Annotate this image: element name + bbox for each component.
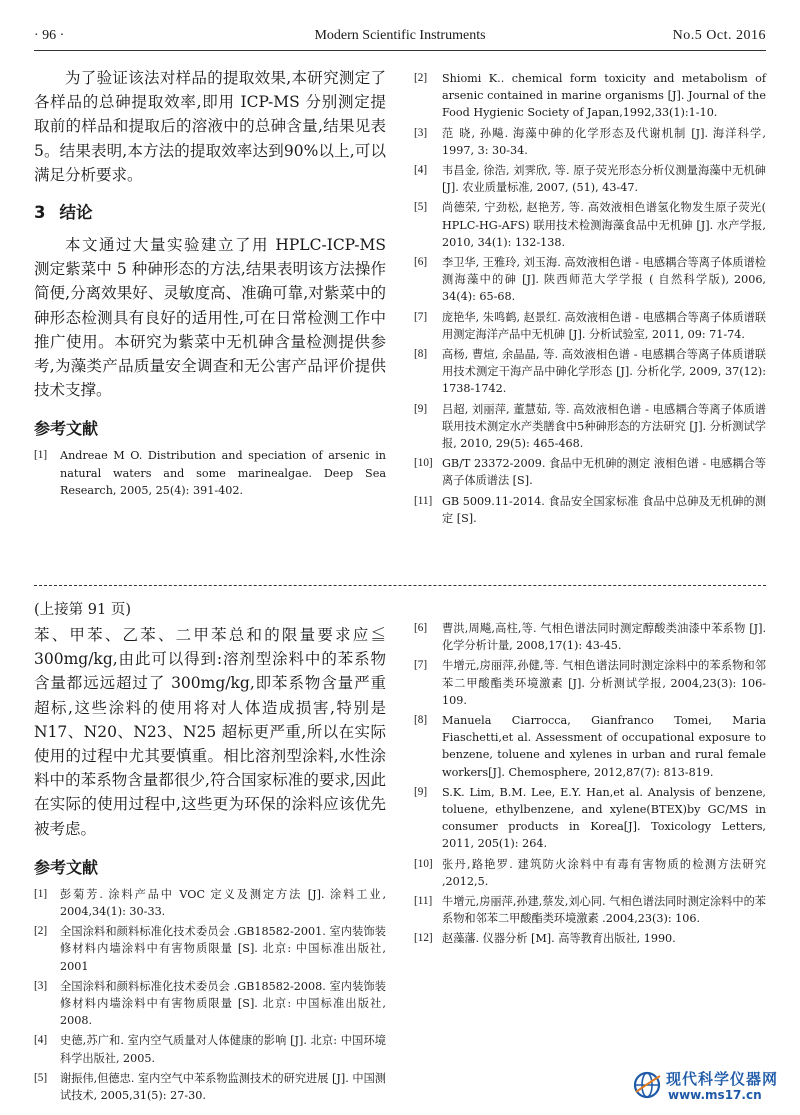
watermark-name: 现代科学仪器网 bbox=[666, 1070, 779, 1088]
page-number: · 96 · bbox=[34, 28, 65, 43]
reference-text: 史德,苏广和. 室内空气质量对人体健康的影响 [J]. 北京: 中国环境科学出版社, 2005. bbox=[60, 1034, 386, 1065]
reference-item bbox=[414, 125, 766, 159]
reference-number: [5] bbox=[34, 1071, 48, 1084]
top-right-column bbox=[414, 70, 766, 530]
reference-item bbox=[414, 401, 766, 453]
reference-number: [12] bbox=[414, 932, 433, 945]
reference-number: [6] bbox=[414, 622, 428, 634]
reference-item bbox=[414, 455, 766, 489]
reference-list bbox=[414, 70, 766, 527]
section-title: 结论 bbox=[59, 203, 93, 223]
reference-text: 庞艳华, 朱鸣鹤, 赵景红. 高效液相色谱 - 电感耦合等离子体质谱联用测定海洋产品中无机砷 [J]. 分析试验室, 2011, 09: 71-74. bbox=[442, 310, 766, 341]
reference-text: 牛增元,房丽萍,孙健,等. 气相色谱法同时测定涂料中的苯系物和邻苯二甲酸酯类环境激素 [J]. 分析测试学报, 2004,23(3): 106-109. bbox=[442, 659, 766, 707]
reference-list bbox=[34, 447, 386, 499]
globe-logo-icon bbox=[632, 1070, 662, 1100]
watermark-url: www.ms17.cn bbox=[668, 1088, 762, 1102]
reference-item bbox=[414, 199, 766, 251]
reference-item bbox=[34, 1070, 386, 1104]
reference-text: 范 晓, 孙飚. 海藻中砷的化学形态及代谢机制 [J]. 海洋科学, 1997, 3: 30-34. bbox=[442, 126, 766, 157]
reference-item bbox=[414, 162, 766, 196]
reference-item bbox=[414, 70, 766, 122]
reference-number: [7] bbox=[414, 659, 428, 672]
reference-item bbox=[414, 493, 766, 527]
reference-item bbox=[414, 930, 766, 947]
reference-item bbox=[414, 620, 766, 654]
reference-item bbox=[414, 712, 766, 781]
reference-text: 全国涂料和颜料标准化技术委员会 .GB18582-2001. 室内装饰装修材料内墙涂料中有害物质限量 [S]. 北京: 中国标准出版社, 2001 bbox=[60, 925, 386, 973]
reference-text: 张丹,路艳罗. 建筑防火涂料中有毒有害物质的检测方法研究 ,2012,5. bbox=[442, 857, 766, 888]
top-left-column bbox=[34, 66, 386, 502]
benzene-paragraph: 苯、甲苯、乙苯、二甲苯总和的限量要求应≦ 300mg/kg,由此可以得到:溶剂型涂料中的苯系物含量都远远超过了 300mg/kg,即苯系物含量严重超标,这些涂料的使用将对人体造成损害,特别是 N17、N20、N23、N25 超标更严重,所以在实际使用的过程中尤其要慎重。相比溶剂型涂料,水性涂料中的苯系物含量都很少,符合国家标准的要求,因此在实际的使用过程中,这些更为环保的涂料应该优先被考虑。 bbox=[34, 626, 386, 838]
reference-text: 彭菊芳. 涂料产品中 VOC 定义及测定方法 [J]. 涂料工业, 2004,34(1): 30-33. bbox=[60, 887, 386, 919]
reference-text: Shiomi K.. chemical form toxicity and metabolism of arsenic contained in marine organisms [J]. Journal of the Food Hygienic Society of Japan,1992,33(1):1-10. bbox=[442, 72, 766, 120]
reference-number: [8] bbox=[414, 714, 428, 727]
reference-text: 曹洪,周飚,高柱,等. 气相色谱法同时测定醇酸类油漆中苯系物 [J]. 化学分析计量, 2008,17(1): 43-45. bbox=[442, 622, 766, 653]
reference-item bbox=[34, 1032, 386, 1066]
article-divider bbox=[34, 585, 766, 586]
reference-text: Manuela Ciarrocca, Gianfranco Tomei, Maria Fiaschetti,et al. Assessment of occupational exposure to benzene, toluene and xylenes in urban and rural female workers[J]. Chemosphere, 2012,87(7): 813-819. bbox=[442, 714, 766, 779]
reference-text: 吕超, 刘丽萍, 董慧茹, 等. 高效液相色谱 - 电感耦合等离子体质谱联用技术测定水产类膳食中5种砷形态的方法研究 [J]. 分析测试学报, 2010, 29(5): 465-468. bbox=[442, 402, 766, 451]
reference-number: [3] bbox=[34, 979, 48, 992]
reference-number: [10] bbox=[414, 857, 433, 870]
reference-item bbox=[414, 657, 766, 709]
reference-item bbox=[34, 923, 386, 975]
reference-text: Andreae M O. Distribution and speciation of arsenic in natural waters and some marinealgae. Deep Sea Research, 2005, 25(4): 391-402. bbox=[60, 449, 386, 497]
reference-text: 尚德荣, 宁劲松, 赵艳芳, 等. 高效液相色谱氢化物发生原子荧光( HPLC-HG-AFS) 联用技术检测海藻食品中无机砷 [J]. 水产学报, 2010, 34(1): 132-138. bbox=[442, 201, 766, 249]
reference-number: [8] bbox=[414, 348, 428, 361]
reference-number: [9] bbox=[414, 785, 428, 798]
reference-text: 牛增元,房丽萍,孙建,蔡发,刘心同. 气相色谱法同时测定涂料中的苯系物和邻苯二甲酸酯类环境激素 .2004,23(3): 106. bbox=[442, 895, 766, 926]
reference-text: S.K. Lim, B.M. Lee, E.Y. Han,et al. Analysis of benzene, toluene, ethylbenzene, and xylene(BTEX)by GC/MS in consumer products in Korea[J]. Toxicology Letters, 2011, 205(1): 264. bbox=[442, 785, 766, 851]
reference-text: 谢振伟,但德忠. 室内空气中苯系物监测技术的研究进展 [J]. 中国测试技术, 2005,31(5): 27-30. bbox=[60, 1071, 386, 1103]
reference-number: [1] bbox=[34, 887, 48, 900]
reference-number: [2] bbox=[34, 925, 48, 938]
reference-item bbox=[34, 978, 386, 1030]
reference-number: [10] bbox=[414, 457, 433, 470]
journal-name: Modern Scientific Instruments bbox=[314, 28, 486, 43]
references-heading: 参考文献 bbox=[34, 419, 99, 439]
reference-text: GB 5009.11-2014. 食品安全国家标准 食品中总砷及无机砷的测定 [S]. bbox=[442, 494, 766, 525]
continued-note: (上接第 91 页) bbox=[34, 602, 131, 618]
bottom-right-column bbox=[414, 620, 766, 951]
reference-number: [5] bbox=[414, 201, 428, 214]
section-heading bbox=[34, 199, 386, 223]
reference-list bbox=[414, 620, 766, 948]
reference-text: 李卫华, 王雅玲, 刘玉海. 高效液相色谱 - 电感耦合等离子体质谱检测海藻中的砷 [J]. 陕西师范大学学报 ( 自然科学版), 2006, 34(4): 65-68. bbox=[442, 256, 766, 304]
references-heading: 参考文献 bbox=[34, 857, 99, 877]
reference-item bbox=[414, 309, 766, 343]
reference-text: 赵藻藩. 仪器分析 [M]. 高等教育出版社, 1990. bbox=[442, 932, 676, 946]
reference-number: [3] bbox=[414, 126, 428, 139]
reference-text: 韦昌金, 徐浩, 刘霁欣, 等. 原子荧光形态分析仪测量海藻中无机砷 [J]. 农业质量标准, 2007, (51), 43-47. bbox=[442, 164, 766, 195]
reference-number: [11] bbox=[414, 494, 433, 507]
reference-item bbox=[414, 893, 766, 927]
section-number: 3 bbox=[34, 203, 46, 223]
extraction-paragraph: 为了验证该法对样品的提取效果,本研究测定了各样品的总砷提取效率,即用 ICP-MS 分别测定提取前的样品和提取后的溶液中的总砷含量,结果见表5。结果表明,本方法的提取效率达到90%以上,可以满足分析要求。 bbox=[34, 69, 386, 184]
reference-text: 全国涂料和颜料标准化技术委员会 .GB18582-2008. 室内装饰装修材料内墙涂料中有害物质限量 [S]. 北京: 中国标准出版社, 2008. bbox=[60, 979, 386, 1028]
reference-number: [7] bbox=[414, 310, 428, 323]
bottom-left-column bbox=[34, 598, 386, 1107]
reference-number: [11] bbox=[414, 895, 433, 908]
running-header bbox=[34, 24, 766, 51]
reference-text: 高杨, 曹煊, 余晶晶, 等. 高效液相色谱 - 电感耦合等离子体质谱联用技术测定干海产品中砷化学形态 [J]. 分析化学, 2009, 37(12): 1738-1742. bbox=[442, 348, 766, 396]
reference-item bbox=[414, 856, 766, 890]
site-watermark bbox=[632, 1064, 792, 1108]
reference-number: [9] bbox=[414, 402, 428, 415]
reference-number: [6] bbox=[414, 256, 428, 269]
reference-number: [2] bbox=[414, 72, 428, 84]
reference-number: [4] bbox=[34, 1034, 48, 1047]
issue-info: No.5 Oct. 2016 bbox=[672, 28, 766, 43]
reference-item bbox=[414, 784, 766, 853]
reference-item bbox=[414, 254, 766, 306]
reference-item bbox=[414, 346, 766, 398]
reference-item bbox=[34, 886, 386, 920]
conclusion-paragraph: 本文通过大量实验建立了用 HPLC-ICP-MS 测定紫菜中 5 种砷形态的方法,结果表明该方法操作简便,分离效果好、灵敏度高、准确可靠,对紫菜中的砷形态检测具有良好的适用性,可在日常检测工作中推广使用。本研究为紫菜中无机砷含量检测提供参考,为藻类产品质量安全调查和无公害产品评价提供技术支撑。 bbox=[34, 236, 386, 400]
reference-list bbox=[34, 886, 386, 1104]
reference-number: [1] bbox=[34, 449, 48, 462]
reference-number: [4] bbox=[414, 164, 428, 177]
reference-item bbox=[34, 447, 386, 499]
reference-text: GB/T 23372-2009. 食品中无机砷的测定 液相色谱 - 电感耦合等离子体质谱法 [S]. bbox=[442, 457, 766, 488]
